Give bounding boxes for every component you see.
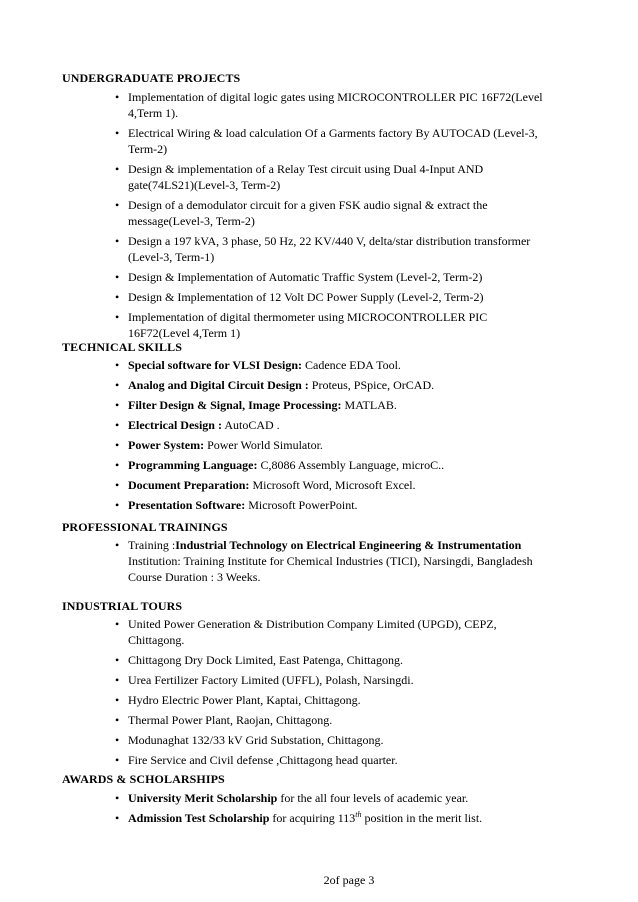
bullet-icon: • bbox=[115, 478, 120, 492]
bullet-icon: • bbox=[115, 290, 120, 304]
list-item: • Design a 197 kVA, 3 phase, 50 Hz, 22 KV/440 V, delta/star distribution transformer (Level-3, Term-1) bbox=[115, 234, 531, 264]
list-item: • Implementation of digital logic gates using MICROCONTROLLER PIC 16F72(Level 4,Term 1). bbox=[115, 90, 543, 120]
list-item: • Fire Service and Civil defense ,Chittagong head quarter. bbox=[115, 753, 398, 767]
bullet-icon: • bbox=[115, 713, 120, 727]
list-item: • Thermal Power Plant, Raojan, Chittagong. bbox=[115, 713, 333, 727]
bullet-icon: • bbox=[115, 162, 120, 176]
bullet-icon: • bbox=[115, 358, 120, 372]
bullet-icon: • bbox=[115, 498, 120, 512]
bullet-icon: • bbox=[115, 310, 120, 324]
bullet-icon: • bbox=[115, 234, 120, 248]
bullet-icon: • bbox=[115, 378, 120, 392]
list-item: • Admission Test Scholarship for acquiring 113th position in the merit list. bbox=[115, 810, 483, 825]
bullet-icon: • bbox=[115, 438, 120, 452]
list-item: • Design & Implementation of Automatic Traffic System (Level-2, Term-2) bbox=[115, 270, 483, 284]
bullet-icon: • bbox=[115, 458, 120, 472]
list-item: • Implementation of digital thermometer using MICROCONTROLLER PIC 16F72(Level 4,Term 1) bbox=[115, 310, 488, 340]
bullet-icon: • bbox=[115, 126, 120, 140]
list-item: • Design of a demodulator circuit for a given FSK audio signal & extract the message(Level-3, Term-2) bbox=[115, 198, 488, 228]
bullet-icon: • bbox=[115, 90, 120, 104]
bullet-icon: • bbox=[115, 538, 120, 552]
list-item: • United Power Generation & Distribution Company Limited (UPGD), CEPZ, Chittagong. bbox=[115, 617, 497, 647]
list-item: • Programming Language: C,8086 Assembly Language, microC.. bbox=[115, 458, 445, 472]
list-item: • Hydro Electric Power Plant, Kaptai, Chittagong. bbox=[115, 693, 361, 707]
bullet-icon: • bbox=[115, 270, 120, 284]
bullet-icon: • bbox=[115, 617, 120, 631]
list-item: • Modunaghat 132/33 kV Grid Substation, Chittagong. bbox=[115, 733, 384, 747]
bullet-icon: • bbox=[115, 653, 120, 667]
section-title-undergraduate-projects: UNDERGRADUATE PROJECTS bbox=[62, 71, 241, 85]
list-item: • Document Preparation: Microsoft Word, Microsoft Excel. bbox=[115, 478, 416, 492]
bullet-icon: • bbox=[115, 733, 120, 747]
list-item: • Urea Fertilizer Factory Limited (UFFL), Polash, Narsingdi. bbox=[115, 673, 414, 687]
section-title-technical-skills: TECHNICAL SKILLS bbox=[62, 340, 182, 354]
section-title-industrial-tours: INDUSTRIAL TOURS bbox=[62, 599, 183, 613]
list-item: • Special software for VLSI Design: Cadence EDA Tool. bbox=[115, 358, 401, 372]
section-title-awards-scholarships: AWARDS & SCHOLARSHIPS bbox=[62, 772, 225, 786]
industrial-tours-list bbox=[112, 616, 552, 772]
bullet-icon: • bbox=[115, 398, 120, 412]
training-institution: Institution: Training Institute for Chemical Industries (TICI), Narsingdi, Bangladesh bbox=[128, 554, 533, 568]
list-item: • University Merit Scholarship for the all four levels of academic year. bbox=[115, 791, 469, 805]
undergraduate-projects-list bbox=[112, 89, 552, 345]
bullet-icon: • bbox=[115, 811, 120, 825]
section-title-professional-trainings: PROFESSIONAL TRAININGS bbox=[62, 520, 228, 534]
list-item: • Power System: Power World Simulator. bbox=[115, 438, 323, 452]
bullet-icon: • bbox=[115, 418, 120, 432]
list-item: • Electrical Wiring & load calculation Of a Garments factory By AUTOCAD (Level-3, Term-2) bbox=[115, 126, 538, 156]
list-item: • Design & Implementation of 12 Volt DC Power Supply (Level-2, Term-2) bbox=[115, 290, 484, 304]
list-item: • Presentation Software: Microsoft PowerPoint. bbox=[115, 498, 358, 512]
professional-trainings-list bbox=[112, 537, 552, 589]
bullet-icon: • bbox=[115, 673, 120, 687]
page-number-footer: 2of page 3 bbox=[323, 873, 375, 887]
list-item: • Design & implementation of a Relay Test circuit using Dual 4-Input AND gate(74LS21)(Level-3, Term-2) bbox=[115, 162, 484, 192]
bullet-icon: • bbox=[115, 198, 120, 212]
training-duration: Course Duration : 3 Weeks. bbox=[128, 570, 261, 584]
list-item: • Chittagong Dry Dock Limited, East Patenga, Chittagong. bbox=[115, 653, 403, 667]
bullet-icon: • bbox=[115, 753, 120, 767]
technical-skills-list bbox=[112, 357, 552, 517]
bullet-icon: • bbox=[115, 791, 120, 805]
list-item: • Electrical Design : AutoCAD . bbox=[115, 418, 280, 432]
list-item: • Training :Industrial Technology on Electrical Engineering & Instrumentation Institution: Training Institute for Chemical Industries (TICI), Narsingdi, Bangladesh Course Duration : 3 Weeks. bbox=[115, 538, 533, 584]
list-item: • Analog and Digital Circuit Design : Proteus, PSpice, OrCAD. bbox=[115, 378, 435, 392]
list-item: • Filter Design & Signal, Image Processing: MATLAB. bbox=[115, 398, 397, 412]
awards-scholarships-list bbox=[112, 790, 552, 830]
bullet-icon: • bbox=[115, 693, 120, 707]
